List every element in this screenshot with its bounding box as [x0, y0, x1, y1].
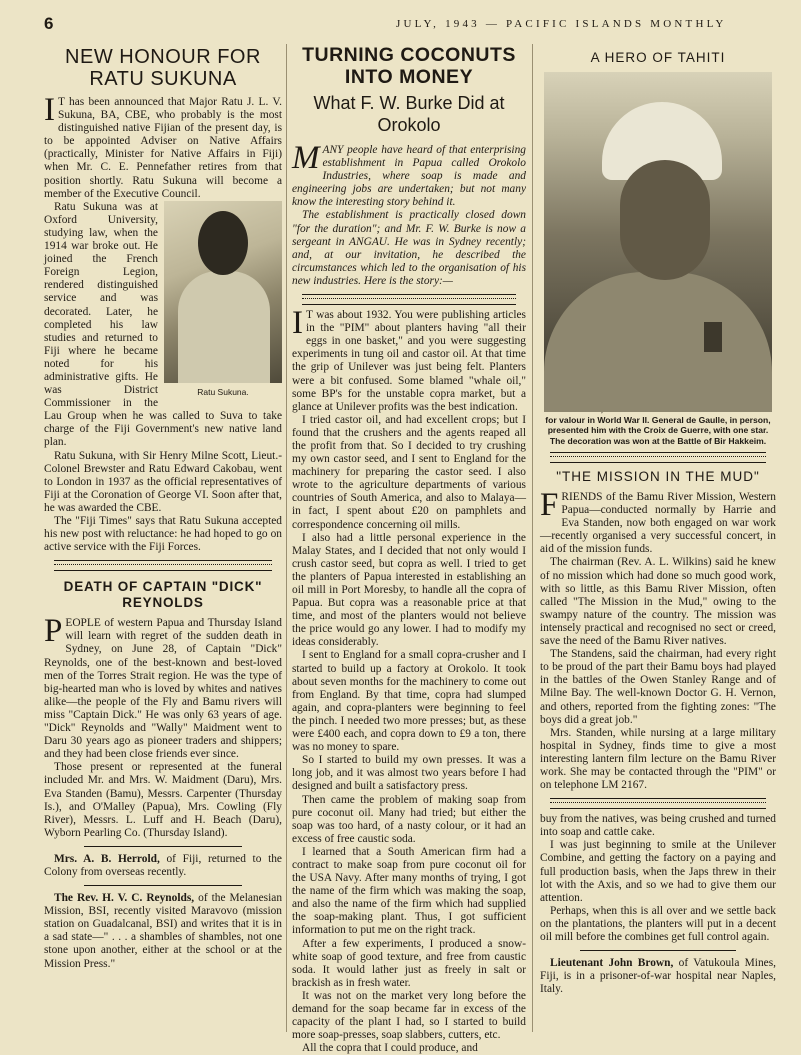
paragraph: MANY people have heard of that enterprising establishment in Papua called Orokolo Industries, where soap is made and engineering jobs are undertaken; but not many know the interesting story behind it.	[292, 140, 526, 209]
news-note: The Rev. H. V. C. Reynolds, of the Melanesian Mission, BSI, recently visited Maravovo (mission station on Guadalcanal, BSI) and writes that it is in a sad state—" . . . a shambles of shambles, not one stone upon another, either at the school or at the Mission Press."	[44, 892, 283, 970]
section-heading: A HERO OF TAHITI	[590, 50, 726, 65]
column-rule	[532, 44, 533, 1032]
paragraph: Ratu Sukuna, with Sir Henry Milne Scott, Lieut.-Colonel Brewster and Ratu Edward Cakobau, went to London in 1937 as the official representatives of Fiji at the Coronation of George VI. Soon after that, he was awarded the CBE.	[44, 449, 282, 514]
paragraph: I also had a little personal experience in the Malay States, and I decided that not only would I crush castor seed, but copra as well. I tried to get the planters of Papua interested in establishing an oil mill in Port Moresby, to handle all the copra of Papua. But copra was a reasonable price at that time, and most of the planters would not believe the price would go any lower. I had to modify my ideas considerably.	[292, 531, 526, 649]
ornamental-rule	[302, 294, 516, 305]
news-note: Mrs. A. B. Herrold, of Fiji, returned to the Colony from overseas recently.	[44, 852, 282, 878]
paragraph: FRIENDS of the Bamu River Mission, Western Papua—conducted normally by Harrie and Eva Standen, now both engaged on war work—recently organised a very successful concert, in aid of the mission funds.	[540, 487, 776, 556]
paragraph: buy from the natives, was being crushed and turned into soap and cattle cake.	[540, 813, 776, 839]
paragraph: The chairman (Rev. A. L. Wilkins) said he knew of no mission which had done so much good work, with so little, as this Bamu River Mission, often called "The Mission in the Mud," owing to the swampy nature of the country. The mission was intensely practical and recognised no sect or creed, save the need of the Bamu River natives.	[540, 556, 776, 648]
portrait-photo	[164, 201, 282, 383]
article-title: DEATH OF CAPTAIN "DICK" REYNOLDS	[63, 579, 263, 611]
article-intro	[292, 140, 526, 288]
photo-caption: Ratu Sukuna.	[197, 386, 249, 397]
left-column	[44, 44, 282, 1034]
drop-cap: P	[44, 613, 63, 650]
photo-caption: for valour in World War II. General de Gaulle, in person, presented him with the Croix de Guerre, with one star. The decoration was won at the Battle of Bir Hakkeim.	[545, 414, 771, 446]
ornamental-rule	[54, 560, 272, 571]
paragraph: I tried castor oil, and had excellent crops; but I found that the crushers and the agents reaped all the profit from that. So I decided to try crushing my own castor seed, and I sent to England for the machinery for preparing the castor seed. I also wrote to the agriculture departments of various countries of South America, and also to Malaya—in fact, I spent about £20 on pamphlets and correspondence concerning oil mills.	[292, 413, 526, 531]
article-title: NEW HONOUR FOR RATU SUKUNA	[65, 46, 261, 90]
article-subtitle: What F. W. Burke Did at Orokolo	[313, 93, 505, 135]
figure	[164, 201, 282, 397]
paragraph: Then came the problem of making soap from pure coconut oil. Many had tried; but either the soap was too hard, of a nasty colour, or it had an excess of free caustic soda.	[292, 793, 526, 845]
paragraph: The establishment is practically closed down "for the duration"; and Mr. F. W. Burke is now a sergeant in ANGAU. He was in Sydney recently; and, at our invitation, he described the circumstances which led to the organisation of his new industries. Here is the story:—	[292, 209, 526, 287]
paragraph: The "Fiji Times" says that Ratu Sukuna accepted his new post with reluctance: he had hoped to go on active service with the Fiji Forces.	[44, 515, 282, 554]
soldier-photo	[544, 72, 772, 398]
ornamental-rule	[550, 798, 766, 809]
paragraph: I sent to England for a small copra-crusher and I started to build up a factory at Orokolo. It took about seven months for the machinery to come out from England. By that time, copra had slumped again, and copra-planters were beginning to feel the pinch. I needed two more presses; but, as these were £400 each, and copra down to £9 a ton, there was no money to spare.	[292, 649, 526, 754]
paragraph: I T has been announced that Major Ratu J. L. V. Sukuna, BA, CBE, who probably is the most distinguished native Fijian of the present day, is to be appointed Adviser on Native Affairs (practically, Minister for Native Affairs in Fiji) when Mr. C. E. Pennefather retires from that position shortly. Ratu Sukuna will become a member of the Executive Council.	[44, 92, 282, 200]
paragraph: Ratu Sukuna was at Oxford University, studying law, when the 1914 war broke out. He joined the French Foreign Legion, rendered distinguished service and was decorated. Later, he completed his law studies and returned to Fiji where he became noted for his administrative gifts. He was District Commissioner in the Lau Group when he was called to Suva to take charge of the Fiji Government's new native land plan.	[44, 200, 282, 449]
paragraph: Mrs. Standen, while nursing at a large military hospital in Sydney, finds time to give a most interesting lantern film lecture on the Bamu River work. She may be contacted through the "PIM" or on telephone LM 2167.	[540, 726, 776, 792]
paragraph: I learned that a South American firm had a contract to make soap from pure coconut oil for the USA Navy. After many months of trying, I got the name of the firm which was making the soap, and also the name of the firm which had supplied the soap-making plant. Thus, I got sufficient information to put me on the right track.	[292, 845, 526, 937]
article-title: "THE MISSION IN THE MUD"	[556, 469, 760, 484]
right-column	[540, 44, 776, 1034]
paragraph: I was just beginning to smile at the Unilever Combine, and getting the factory on a paying and full production basis, when the Japs threw in their lot with the Axis, and so we had to give them our attention.	[540, 839, 776, 904]
ornamental-rule	[550, 452, 766, 463]
article-title: TURNING COCONUTS INTO MONEY	[302, 44, 516, 88]
running-header: JULY, 1943 — PACIFIC ISLANDS MONTHLY	[396, 18, 727, 30]
column-rule	[286, 44, 287, 1032]
paragraph: PEOPLE of western Papua and Thursday Island will learn with regret of the sudden death in Sydney, on June 28, of Captain "Dick" Reynolds, one of the best-known and best-loved men of the Torres Strait region. He was the type of big-hearted man who is loved by whites and natives alike—the people of the Fly and Bamu rivers will miss "Captain Dick." He was only 63 years of age. "Dick" Reynolds and "Wally" Maidment went to Daru 30 years ago as pioneer traders and shippers; and they had been close friends ever since.	[44, 613, 282, 761]
drop-cap: M	[292, 140, 320, 176]
paragraph: I T was about 1932. You were publishing articles in the "PIM" about planters having "all their eggs in one basket," and you were suggesting experiments in tung oil and castor oil. At that time the grip of Unilever was just being felt. Planters were a bit confused. Some blamed "whale oil," some BP's for the unstable copra market, but a glance at Unilever profits was the best indication.	[292, 305, 526, 413]
news-note: Lieutenant John Brown, of Vatukoula Mines, Fiji, is in a prisoner-of-war hospital near Naples, Italy.	[540, 957, 776, 996]
drop-cap: I	[292, 305, 303, 342]
paragraph: All the copra that I could produce, and	[302, 1042, 478, 1055]
middle-column	[292, 44, 526, 1055]
paragraph: The Standens, said the chairman, had every right to be proud of the part their Bamu boys had played in the battles of the Owen Stanley Range and of Milne Bay. The well-known Doctor G. H. Vernon, and others, reported from the fighting zones: "The boys did a great job."	[540, 648, 776, 726]
paragraph: So I started to build my own presses. It was a long job, and it was almost two years before I had designed and built a satisfactory press.	[292, 754, 526, 793]
page-number: 6	[44, 14, 54, 33]
divider	[84, 885, 242, 886]
paragraph: It was not on the market very long before the demand for the soap became far in excess of the capacity of the plant I had, so I started to build more soap-presses, soap slabbers, cutters, etc.	[292, 989, 526, 1042]
divider	[84, 846, 242, 847]
paragraph: After a few experiments, I produced a snow-white soap of good texture, and free from caustic soda. It would lather just as freely in salt or brackish as in fresh water.	[292, 937, 526, 989]
drop-cap: I	[44, 92, 55, 128]
paragraph: Perhaps, when this is all over and we settle back on the plantations, the planters will put in a decent oil mill before the combines get full control again.	[540, 904, 776, 943]
paragraph: Those present or represented at the funeral included Mr. and Mrs. W. Maidment (Daru), Mrs. Eva Standen (Bamu), Messrs. Carpenter (Thursday Is.), and O'Malley (Papua), Mrs. Cowling (Fly River), Messrs. L. Luff and H. Beach (Daru), Wyborn Pearling Co. (Thursday Island).	[44, 761, 282, 839]
drop-cap: F	[540, 487, 559, 523]
divider	[580, 950, 736, 951]
